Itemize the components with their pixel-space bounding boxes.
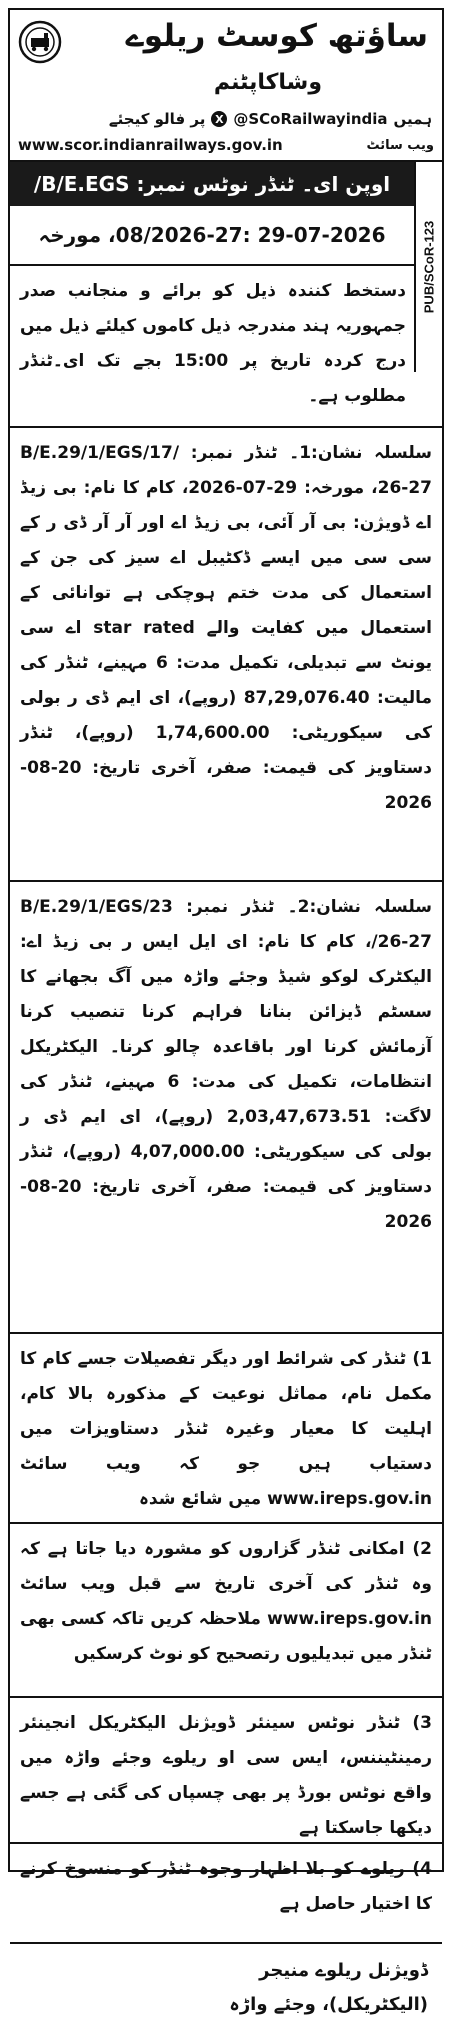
intro-paragraph: دستخط کنندہ ذیل کو برائے و منجانب صدر جمہوریہ ہند مندرجہ ذیل کاموں کیلئے ذیل میں درج کردہ تاریخ پر 15:00 بجے تک ای۔ٹنڈر مطلوب ہے۔ — [10, 266, 442, 428]
website-url[interactable]: www.scor.indianrailways.gov.in — [18, 136, 283, 154]
condition-4: 4) ریلوے کو بلا اظہار وجوہ ٹنڈر کو منسوخ کرنے کا اختیار حاصل ہے — [10, 1844, 442, 1944]
publication-code: PUB/SCoR-123 — [421, 220, 437, 314]
condition-2: 2) امکانی ٹنڈر گزاروں کو مشورہ دیا جاتا ہے کہ وہ ٹنڈر کی آخری تاریخ سے قبل ویب سائٹ www.ireps.gov.in ملاحظہ کریں تاکہ کسی بھی ٹنڈر میں تبدیلیوں رتصحیح کو نوٹ کرسکیں — [10, 1524, 442, 1698]
notice-heading: اوپن ای۔ ٹنڈر نوٹس نمبر: B/E.EGS/ — [10, 162, 414, 206]
notice-header — [10, 10, 442, 162]
notice-number-date: 29-07-2026 :08/2026-27، مورخہ — [38, 223, 386, 247]
signatory-office: (الیکٹریکل)، وجئے واڑہ — [229, 1994, 428, 2015]
condition-1: 1) ٹنڈر کی شرائط اور دیگر تفصیلات جسے کام کا مکمل نام، مماثل نوعیت کے مذکورہ بالا کام، اہلیت کا معیار وغیرہ ٹنڈر دستاویزات میں دستیاب ہیں جو کہ ویب سائٹ www.ireps.gov.in میں شائع شدہ — [10, 1334, 442, 1524]
social-handle[interactable]: @SCoRailwayindia — [233, 110, 388, 128]
condition-3: 3) ٹنڈر نوٹس سینئر ڈویژنل الیکٹریکل انجینئر رمینٹیننس، ایس سی او ریلوے وجئے واڑہ میں واقع نوٹس بورڈ پر بھی چسپاں کی گئی ہے جسے دیکھا جاسکتا ہے — [10, 1698, 442, 1844]
railway-emblem-icon — [18, 20, 62, 64]
website-line — [18, 136, 434, 154]
railway-title: ساؤتھ کوسٹ ریلوے — [125, 18, 428, 54]
tender-item-2: سلسلہ نشان:2۔ ٹنڈر نمبر: B/E.29/1/EGS/23 26-27/، کام کا نام: ای ایل ایس ر بی زیڈ اے: الیکٹرک لوکو شیڈ وجئے واڑہ میں آگ بجھانے کا سسٹم ڈیزائن بنانا فراہم کرنا تنصیب کرنا آزمائش کرنا اور باقاعدہ چالو کرنا۔ الیکٹریکل انتظامات، تکمیل کی مدت: 6 مہینے، ٹنڈر کی لاگت: 2,03,47,673.51 (روپے)، ای ایم ڈی ر بولی کی سیکوریٹی: 4,07,000.00 (روپے)، ٹنڈر دستاویز کی قیمت: صفر، آخری تاریخ: 20-08-2026 — [10, 882, 442, 1334]
social-follow — [109, 110, 432, 128]
tender-notice-page — [8, 8, 444, 2015]
notice-number-bar — [10, 162, 442, 314]
website-label: ویب سائٹ — [366, 137, 434, 153]
signatory-title: ڈویژنل ریلوے منیجر — [259, 1960, 428, 1981]
publication-tag — [414, 162, 442, 372]
signature-block — [10, 1944, 442, 2032]
follow-prefix: ہمیں — [393, 110, 432, 128]
city-title: وشاکاپٹنم — [213, 70, 322, 95]
tender-item-1: سلسلہ نشان:1۔ ٹنڈر نمبر: B/E.29/1/EGS/17/ 26-27، مورخہ: 29-07-2026، کام کا نام: بی زیڈ اے ڈویژن: بی آر آئی، بی زیڈ اے اور آر آر ڈی ر کے سی سی میں ایسے ڈکٹیبل اے سیز کی جن کے استعمال کی مدت ختم ہوچکی ہے توانائی کے استعمال میں کفایت والے star rated اے سی یونٹ سے تبدیلی، تکمیل مدت: 6 مہینے، ٹنڈر کی مالیت: 87,29,076.40 (روپے)، ای ایم ڈی ر بولی کی سیکوریٹی: 1,74,600.00 (روپے)، ٹنڈر دستاویز کی قیمت: صفر، آخری تاریخ: 20-08-2026 — [10, 428, 442, 882]
x-logo-icon: X — [211, 111, 227, 127]
follow-suffix: پر فالو کیجئے — [108, 110, 206, 128]
